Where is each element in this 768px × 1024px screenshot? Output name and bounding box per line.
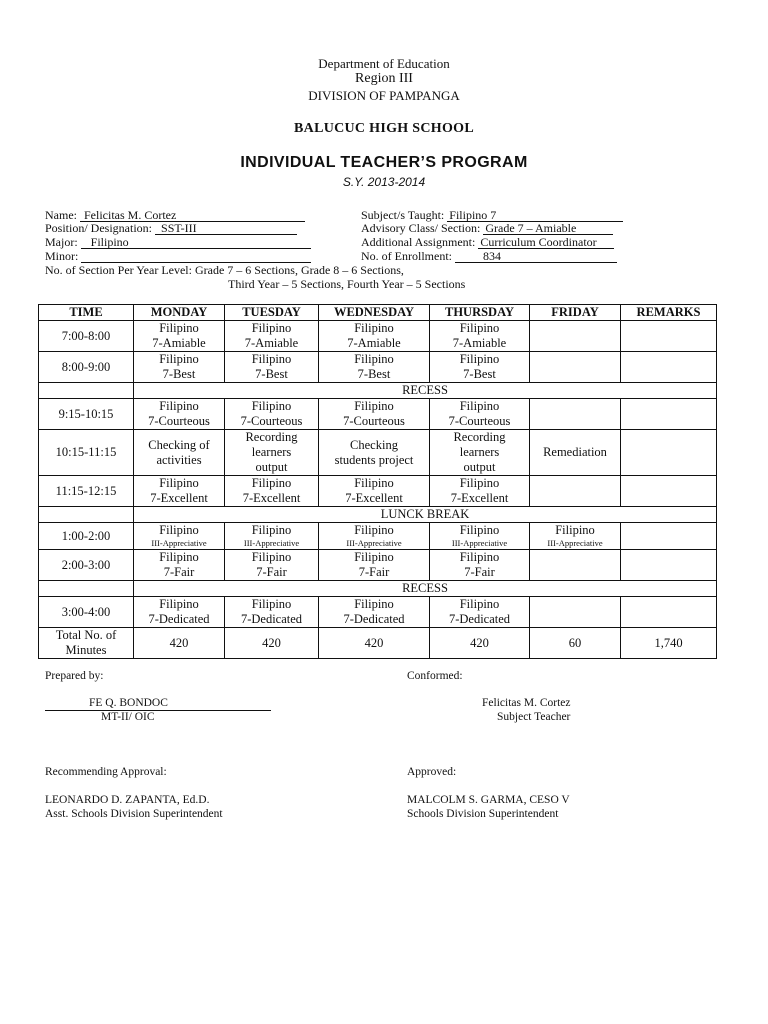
activity-line: Recording: [453, 430, 506, 444]
header-tuesday: TUESDAY: [225, 305, 319, 321]
subject: Filipino: [159, 352, 199, 366]
class-cell: [134, 321, 225, 352]
section: 7-Dedicated: [148, 612, 210, 626]
conformed-label: Conformed:: [407, 670, 463, 682]
class-cell: [134, 597, 225, 628]
section: 7-Amiable: [244, 336, 299, 350]
header-monday: MONDAY: [134, 305, 225, 321]
subject: Filipino: [251, 597, 292, 611]
prepared-name: FE Q. BONDOC: [89, 697, 168, 709]
minor-field: [81, 249, 311, 263]
subject: Filipino: [459, 352, 500, 366]
remarks-cell: [621, 476, 717, 507]
subject: Filipino: [159, 399, 199, 413]
class-cell: [319, 523, 430, 550]
time-cell: 9:15-10:15: [39, 399, 134, 430]
class-cell: [430, 523, 530, 550]
position-label: Position/ Designation:: [45, 221, 153, 235]
class-cell: [134, 399, 225, 430]
activity-line: learners: [251, 445, 292, 459]
name-value: Felicitas M. Cortez: [84, 208, 177, 222]
section: 7-Best: [463, 367, 496, 381]
school-year: S.Y. 2013-2014: [342, 175, 426, 189]
subject: Filipino: [354, 597, 394, 611]
subject: Filipino: [159, 550, 199, 564]
class-cell: [134, 476, 225, 507]
remarks-cell: [621, 430, 717, 476]
total-thursday: 420: [430, 628, 530, 659]
remarks-cell: [621, 321, 717, 352]
table-row: [39, 399, 717, 430]
minor-row: [45, 249, 311, 263]
remarks-cell: [621, 523, 717, 550]
subject: Filipino: [354, 321, 394, 335]
time-cell: 1:00-2:00: [39, 523, 134, 550]
empty-cell: [39, 507, 134, 523]
subject: Filipino: [459, 550, 500, 564]
advisory-value: Grade 7 – Amiable: [485, 221, 577, 235]
subject: Filipino: [251, 321, 292, 335]
subject: Filipino: [459, 321, 500, 335]
position-field: [155, 221, 297, 235]
header-remarks: REMARKS: [621, 305, 717, 321]
activity-line: activities: [156, 452, 202, 467]
region-heading: Region III: [355, 71, 413, 86]
class-cell: [319, 597, 430, 628]
class-cell: [319, 550, 430, 581]
section: 7-Excellent: [242, 491, 301, 505]
subject: Filipino: [459, 523, 500, 537]
total-tuesday: 420: [225, 628, 319, 659]
section: 7-Excellent: [450, 491, 509, 505]
empty-cell: [530, 550, 621, 581]
total-remarks: 1,740: [621, 628, 717, 659]
section: III-Appreciative: [243, 538, 300, 548]
table-row: [39, 321, 717, 352]
subject: Filipino: [354, 476, 394, 490]
name-row: [45, 208, 305, 222]
empty-cell: [530, 399, 621, 430]
header-wednesday: WEDNESDAY: [319, 305, 430, 321]
section: 7-Best: [255, 367, 288, 381]
position-row: [45, 221, 297, 235]
subject: Filipino: [354, 523, 394, 537]
enrollment-value: 834: [482, 249, 501, 263]
advisory-label: Advisory Class/ Section:: [361, 221, 481, 235]
section: 7-Amiable: [452, 336, 507, 350]
class-cell: [225, 321, 319, 352]
class-cell: [134, 352, 225, 383]
activity-cell: [134, 430, 225, 476]
subject: Filipino: [459, 399, 500, 413]
time-cell: 7:00-8:00: [39, 321, 134, 352]
activity-line: students project: [334, 452, 414, 467]
class-cell: [225, 476, 319, 507]
empty-cell: [530, 321, 621, 352]
subject: Filipino: [251, 523, 292, 537]
recess-label: RECESS: [134, 383, 717, 399]
subject: Filipino: [459, 597, 500, 611]
subjects-label: Subject/s Taught:: [361, 208, 445, 222]
empty-cell: [530, 352, 621, 383]
activity-line: Checking: [350, 437, 398, 452]
activity-line: learners: [459, 445, 500, 459]
recommending-name: LEONARDO D. ZAPANTA, Ed.D.: [45, 794, 210, 806]
table-row: [39, 550, 717, 581]
approved-label: Approved:: [407, 766, 457, 778]
class-cell: [225, 523, 319, 550]
subject: Filipino: [555, 523, 595, 537]
class-cell: [430, 321, 530, 352]
major-field: [81, 235, 311, 249]
subject: Filipino: [251, 550, 292, 564]
conformed-name: Felicitas M. Cortez: [482, 697, 571, 709]
table-row: [39, 597, 717, 628]
remarks-cell: [621, 597, 717, 628]
activity-line: Checking of: [148, 437, 210, 452]
advisory-field: [483, 221, 613, 235]
subjects-value: Filipino 7: [449, 208, 497, 222]
total-monday: 420: [134, 628, 225, 659]
total-label-line: Minutes: [65, 643, 107, 657]
subject: Filipino: [459, 476, 500, 490]
recess-row: [39, 383, 717, 399]
time-cell: 2:00-3:00: [39, 550, 134, 581]
subject: Filipino: [251, 352, 292, 366]
subject: Filipino: [354, 352, 394, 366]
section: 7-Dedicated: [343, 612, 405, 626]
class-cell: [319, 476, 430, 507]
subject: Filipino: [251, 399, 292, 413]
section: 7-Amiable: [152, 336, 206, 350]
time-cell: 11:15-12:15: [39, 476, 134, 507]
section: 7-Courteous: [343, 414, 405, 428]
recommending-label: Recommending Approval:: [45, 766, 167, 778]
header-friday: FRIDAY: [530, 305, 621, 321]
additional-row: [361, 235, 614, 249]
dept-heading: Department of Education: [318, 56, 450, 71]
activity-cell: [225, 430, 319, 476]
section: 7-Amiable: [347, 336, 401, 350]
prepared-label: Prepared by:: [45, 670, 104, 682]
division-heading: DIVISION OF PAMPANGA: [308, 88, 460, 103]
subject: Filipino: [251, 476, 292, 490]
section: 7-Fair: [464, 565, 495, 579]
approved-name: MALCOLM S. GARMA, CESO V: [407, 794, 570, 806]
section: 7-Fair: [358, 565, 390, 579]
subjects-row: [361, 208, 623, 222]
subject: Filipino: [354, 399, 394, 413]
conformed-title: Subject Teacher: [497, 711, 571, 723]
class-cell: [225, 597, 319, 628]
section: 7-Excellent: [345, 491, 403, 505]
empty-cell: [39, 383, 134, 399]
advisory-row: [361, 221, 613, 235]
prepared-signature-line: [45, 697, 271, 711]
minor-label: Minor:: [45, 249, 79, 263]
total-label-line: Total No. of: [55, 628, 117, 642]
subject: Filipino: [354, 550, 394, 564]
position-value: SST-III: [161, 221, 197, 235]
class-cell: [225, 352, 319, 383]
class-cell: [225, 399, 319, 430]
additional-field: [478, 235, 614, 249]
class-cell: [134, 550, 225, 581]
section: 7-Dedicated: [240, 612, 303, 626]
time-cell: 3:00-4:00: [39, 597, 134, 628]
time-cell: 8:00-9:00: [39, 352, 134, 383]
lunch-label: LUNCK BREAK: [134, 507, 717, 523]
remarks-cell: [621, 399, 717, 430]
class-cell: [430, 597, 530, 628]
subject: Filipino: [159, 321, 199, 335]
table-row: [39, 352, 717, 383]
additional-value: Curriculum Coordinator: [480, 235, 597, 249]
remarks-cell: [621, 550, 717, 581]
section: III-Appreciative: [547, 538, 603, 548]
empty-cell: [530, 476, 621, 507]
remarks-cell: [621, 352, 717, 383]
total-label: [39, 628, 134, 659]
section: III-Appreciative: [346, 538, 402, 548]
subject: Filipino: [159, 597, 199, 611]
additional-label: Additional Assignment:: [361, 235, 476, 249]
major-row: [45, 235, 311, 249]
school-name: BALUCUC HIGH SCHOOL: [294, 121, 474, 136]
section: III-Appreciative: [451, 538, 508, 548]
section: 7-Best: [162, 367, 196, 381]
major-value: Filipino: [90, 235, 129, 249]
activity-cell: [319, 430, 430, 476]
section: 7-Excellent: [150, 491, 208, 505]
class-cell: [134, 523, 225, 550]
name-label: Name:: [45, 208, 77, 222]
prepared-title: MT-II/ OIC: [101, 711, 155, 723]
recommending-title: Asst. Schools Division Superintendent: [45, 808, 223, 820]
header-time: TIME: [39, 305, 134, 321]
class-cell: [319, 321, 430, 352]
activity-line: Recording: [245, 430, 298, 444]
name-field: [80, 208, 305, 222]
sections-line-2: Third Year – 5 Sections, Fourth Year – 5 Sections: [228, 277, 466, 291]
class-cell: [530, 523, 621, 550]
recess-row: [39, 581, 717, 597]
lunch-row: [39, 507, 717, 523]
recess-label: RECESS: [134, 581, 717, 597]
section: 7-Courteous: [240, 414, 303, 428]
total-wednesday: 420: [319, 628, 430, 659]
table-row: [39, 476, 717, 507]
table-header-row: [39, 305, 717, 321]
total-friday: 60: [530, 628, 621, 659]
enrollment-field: [455, 249, 617, 263]
subjects-field: [447, 208, 623, 222]
section: 7-Dedicated: [448, 612, 511, 626]
table-row: [39, 430, 717, 476]
section: III-Appreciative: [151, 538, 207, 548]
class-cell: [225, 550, 319, 581]
class-cell: [430, 352, 530, 383]
class-cell: [319, 399, 430, 430]
class-cell: [430, 476, 530, 507]
section: 7-Fair: [256, 565, 287, 579]
class-cell: [430, 550, 530, 581]
class-cell: [319, 352, 430, 383]
subject: Filipino: [159, 523, 199, 537]
empty-cell: [530, 597, 621, 628]
activity-line: output: [255, 460, 288, 474]
header-thursday: THURSDAY: [430, 305, 530, 321]
activity-cell: [430, 430, 530, 476]
time-cell: 10:15-11:15: [39, 430, 134, 476]
class-cell: [430, 399, 530, 430]
enrollment-label: No. of Enrollment:: [361, 249, 452, 263]
empty-cell: [39, 581, 134, 597]
major-label: Major:: [45, 235, 78, 249]
activity-line: output: [463, 460, 496, 474]
sections-line-1: No. of Section Per Year Level: Grade 7 – 6 Sections, Grade 8 – 6 Sections,: [45, 263, 404, 277]
activity-cell: Remediation: [530, 430, 621, 476]
section: 7-Courteous: [148, 414, 210, 428]
table-row: [39, 523, 717, 550]
approved-title: Schools Division Superintendent: [407, 808, 559, 820]
document-title: INDIVIDUAL TEACHER’S PROGRAM: [240, 154, 528, 171]
section: 7-Courteous: [448, 414, 511, 428]
section: 7-Best: [357, 367, 391, 381]
subject: Filipino: [159, 476, 199, 490]
section: 7-Fair: [163, 565, 195, 579]
total-row: [39, 628, 717, 659]
schedule-table: [38, 304, 717, 659]
enrollment-row: [361, 249, 617, 263]
